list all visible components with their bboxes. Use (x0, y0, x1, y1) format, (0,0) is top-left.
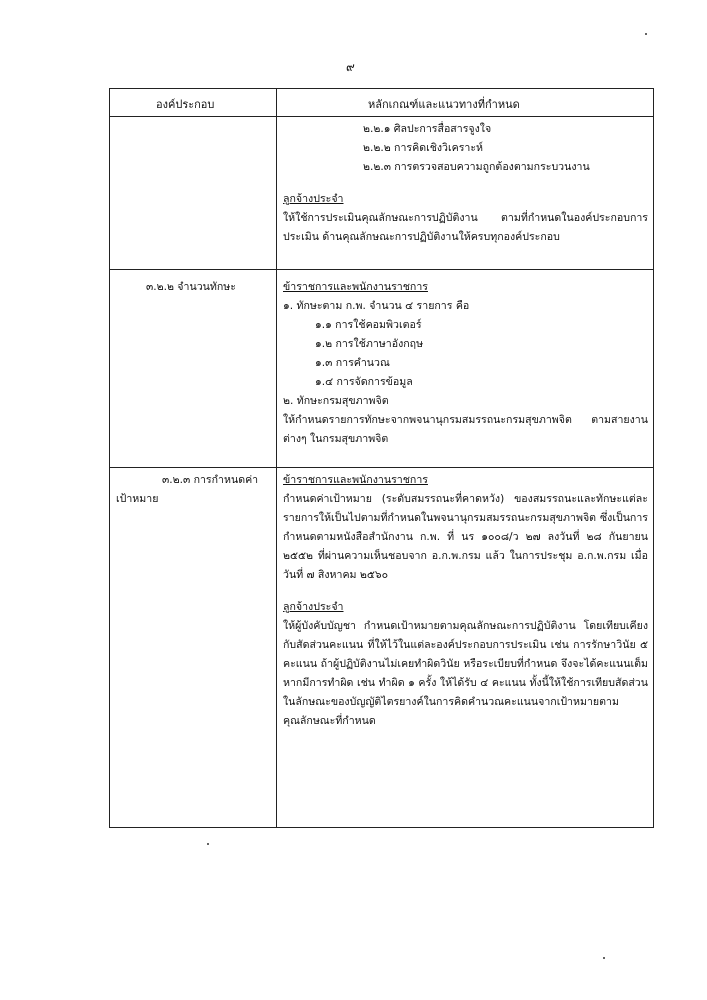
row3-criteria (283, 471, 648, 731)
row2-subitem-1: ๑.๑ การใช้คอมพิวเตอร์ (315, 319, 422, 331)
row2-paragraph: ให้กำหนดรายการทักษะจากพจนานุกรมสมรรถนะกรมสุขภาพจิต ตามสายงานต่างๆ ในกรมสุขภาพจิต (283, 414, 648, 445)
row1-criteria (283, 120, 648, 247)
row3-heading-civil-servants: ข้าราชการและพนักงานราชการ (283, 474, 428, 486)
header-divider (110, 116, 653, 117)
row2-criteria (283, 278, 648, 449)
row1-item-2: ๒.๒.๒ การคิดเชิงวิเคราะห์ (363, 142, 484, 154)
row2-label: ๓.๒.๒ จำนวนทักษะ (146, 281, 236, 293)
row2-subitem-4: ๑.๔ การจัดการข้อมูล (315, 376, 413, 388)
row3-heading-permanent-staff: ลูกจ้างประจำ (283, 601, 344, 613)
row2-heading: ข้าราชการและพนักงานราชการ (283, 281, 428, 293)
header-criteria: หลักเกณฑ์และแนวทางที่กำหนด (368, 98, 520, 111)
row1-item-1: ๒.๒.๑ ศิลปะการสื่อสารจูงใจ (363, 123, 492, 135)
row2-point-1: ๑. ทักษะตาม ก.พ. จำนวน ๔ รายการ คือ (283, 300, 470, 312)
scan-speck (645, 33, 647, 35)
scan-speck (603, 957, 605, 959)
row2-subitem-2: ๑.๒ การใช้ภาษาอังกฤษ (315, 338, 424, 350)
row1-heading-permanent-staff: ลูกจ้างประจำ (283, 193, 344, 205)
row2-point-2: ๒. ทักษะกรมสุขภาพจิต (283, 395, 389, 407)
row2-subitem-3: ๑.๓ การคำนวณ (315, 357, 390, 369)
criteria-table (109, 88, 654, 828)
row-divider-1 (110, 269, 653, 270)
column-divider (276, 89, 277, 827)
row-divider-2 (110, 467, 653, 468)
header-component: องค์ประกอบ (156, 98, 215, 111)
scan-speck (207, 843, 209, 845)
row3-label-line-2: เป้าหมาย (116, 493, 159, 505)
page-number: ๙ (346, 60, 355, 74)
row3-label-line-1: ๓.๒.๓ การกำหนดค่า (162, 474, 259, 486)
row1-item-3: ๒.๒.๓ การตรวจสอบความถูกต้องตามกระบวนงาน (363, 161, 590, 173)
row3-paragraph-1: กำหนดค่าเป้าหมาย (ระดับสมรรถนะที่คาดหวัง) ของสมรรถนะและทักษะแต่ละรายการให้เป็นไปตามที่กำหนดในพจนานุกรมสมรรถนะกรมสุขภาพจิต ซึ่งเป็นการกำหนดตามหนังสือสำนักงาน ก.พ. ที่ นร ๑๐๐๘/ว ๒๗ ลงวันที่ ๒๘ กันยายน ๒๕๕๒ ที่ผ่านความเห็นชอบจาก อ.ก.พ.กรม แล้ว ในการประชุม อ.ก.พ.กรม เมื่อวันที่ ๗ สิงหาคม ๒๕๖๐ (283, 493, 648, 581)
row1-paragraph: ให้ใช้การประเมินคุณลักษณะการปฏิบัติงาน ตามที่กำหนดในองค์ประกอบการประเมิน ด้านคุณลักษณะการปฏิบัติงานให้ครบทุกองค์ประกอบ (283, 212, 648, 243)
row3-paragraph-2: ให้ผู้บังคับบัญชา กำหนดเป้าหมายตามคุณลักษณะการปฏิบัติงาน โดยเทียบเคียงกับสัดส่วนคะแนน ที่ให้ไว้ในแต่ละองค์ประกอบการประเมิน เช่น การรักษาวินัย ๕ คะแนน ถ้าผู้ปฏิบัติงานไม่เคยทำผิดวินัย หรือระเบียบที่กำหนด จึงจะได้คะแนนเต็ม หากมีการทำผิด เช่น ทำผิด ๑ ครั้ง ให้ได้รับ ๔ คะแนน ทั้งนี้ให้ใช้การเทียบสัดส่วนในลักษณะของบัญญัติไตรยางค์ในการคิดคำนวณคะแนนจากเป้าหมายตามคุณลักษณะที่กำหนด (283, 620, 648, 727)
